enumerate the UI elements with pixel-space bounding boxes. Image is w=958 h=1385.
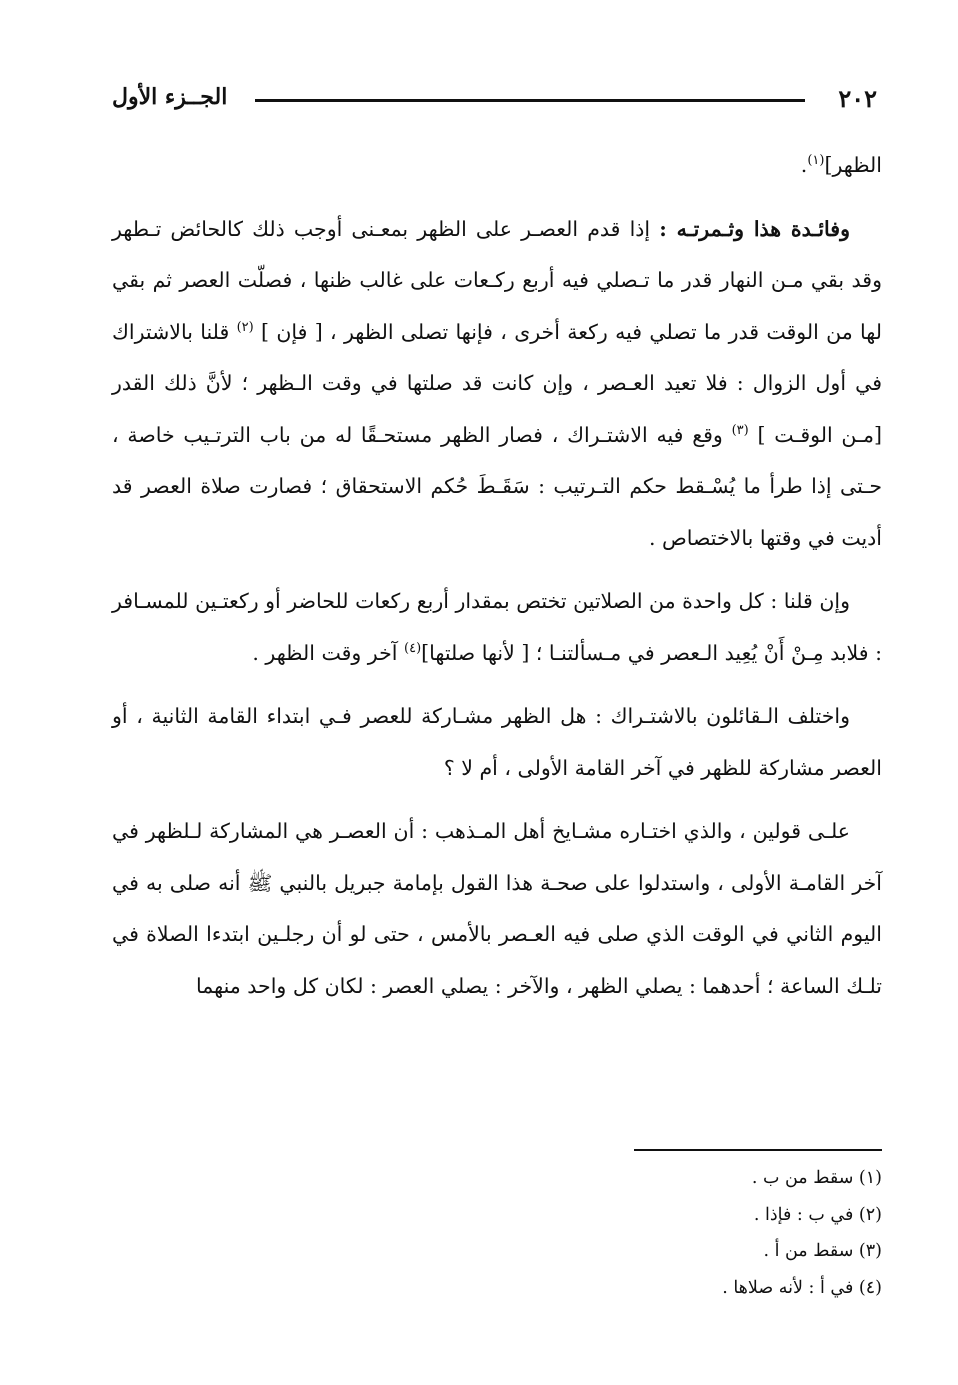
paragraph-5 (112, 806, 882, 1012)
paragraph-3-text-b: آخر وقت الظهر . (252, 640, 404, 665)
paragraph-1-text: الظهر] (824, 153, 882, 177)
paragraph-2-text-a: إذا قدم العصـر على الظهر بمعـنى أوجب ذلك كالحائض تـطهر وقد بقي مـن النهار قدر ما تـصلي فيه أربع ركـعات على غالب ظنها ، فصلّت العصر ثم بقي لها من الوقت قدر ما تصلي فيه ركعة أخرى ، فإنها تصلى الظهر ، [ فإن ] (112, 216, 882, 344)
paragraph-3-text-a: وإن قلنا : كل واحدة من الصلاتين تختص بمقدار أربع ركعات للحاضر أو ركعتـين للمسـافر : فلابد مِـنْ أَنْ يُعِيد الـعصر في مـسألتنـا ؛ [ لأنها صلتها] (112, 589, 882, 665)
page-header (112, 84, 877, 124)
paragraph-3 (112, 576, 882, 679)
main-text (112, 140, 882, 1024)
paragraph-4 (112, 691, 882, 794)
footnote-ref-4: (٤) (404, 640, 422, 656)
footnote-1: (١) سقط من ب . (751, 1168, 882, 1188)
paragraph-1-tail: . (800, 153, 808, 177)
footnote-ref-3: (٣) (731, 422, 749, 438)
paragraph-4-text: واختلف الـقائلون بالاشتـراك : هل الظهر مشـاركة للعصر فـي ابتداء القامة الثانية ، أو العصر مشاركة للظهر في آخر القامة الأولى ، أم لا ؟ (112, 704, 882, 780)
footnote-ref-1: (١) (807, 153, 825, 169)
book-part-title: الجــزء الأول (112, 84, 228, 110)
footnote-2: (٢) في ب : فإذا . (753, 1204, 882, 1225)
page-number: ٢٠٢ (838, 84, 877, 113)
footnote-separator (634, 1149, 882, 1151)
paragraph-2 (112, 204, 882, 565)
header-rule (255, 99, 805, 102)
footnotes (482, 1160, 882, 1306)
footnote-4: (٤) في أ : لأنه صلاها . (722, 1277, 882, 1298)
paragraph-1 (112, 140, 882, 192)
paragraph-2-text-c: وقع فيه الاشتـراك ، فصار الظهر مستحـقًا له من باب الترتـيب خاصة ، حـتى إذا طرأ ما يُسْـقط حكم التـرتيب : سَقَـطَ حُكم الاستحقاق ؛ فصارت صلاة العصر قد أديت في وقتها بالاختصاص . (112, 422, 882, 550)
footnote-ref-2: (٢) (236, 319, 254, 335)
paragraph-2-lead: وفائـدة هذا وثـمرتـه : (659, 216, 850, 241)
paragraph-2-text-b: قلنا بالاشتراك في أول الزوال : فلا تعيد العـصر ، وإن كانت قد صلتها في وقت الـظهر ؛ لأنَّ ذلك القدر [مـن الوقـت ] (112, 319, 882, 447)
paragraph-5-text: علـى قولين ، والذي اختـاره مشـايخ أهل المـذهب : أن العصـر هي المشاركة لـلظهر في آخر القامـة الأولى ، واستدلوا على صحـة هذا القول بإمامة جبريل بالنبي ﷺ أنه صلى به في اليوم الثاني في الوقت الذي صلى فيه العـصر بالأمس ، حتى لو أن رجلـين ابتدءا الصلاة في تلـك الساعة ؛ أحدهما : يصلي الظهر ، والآخر : يصلي العصر : لكان كل واحد منهما (112, 819, 882, 998)
footnote-3: (٣) سقط من أ . (763, 1241, 882, 1261)
